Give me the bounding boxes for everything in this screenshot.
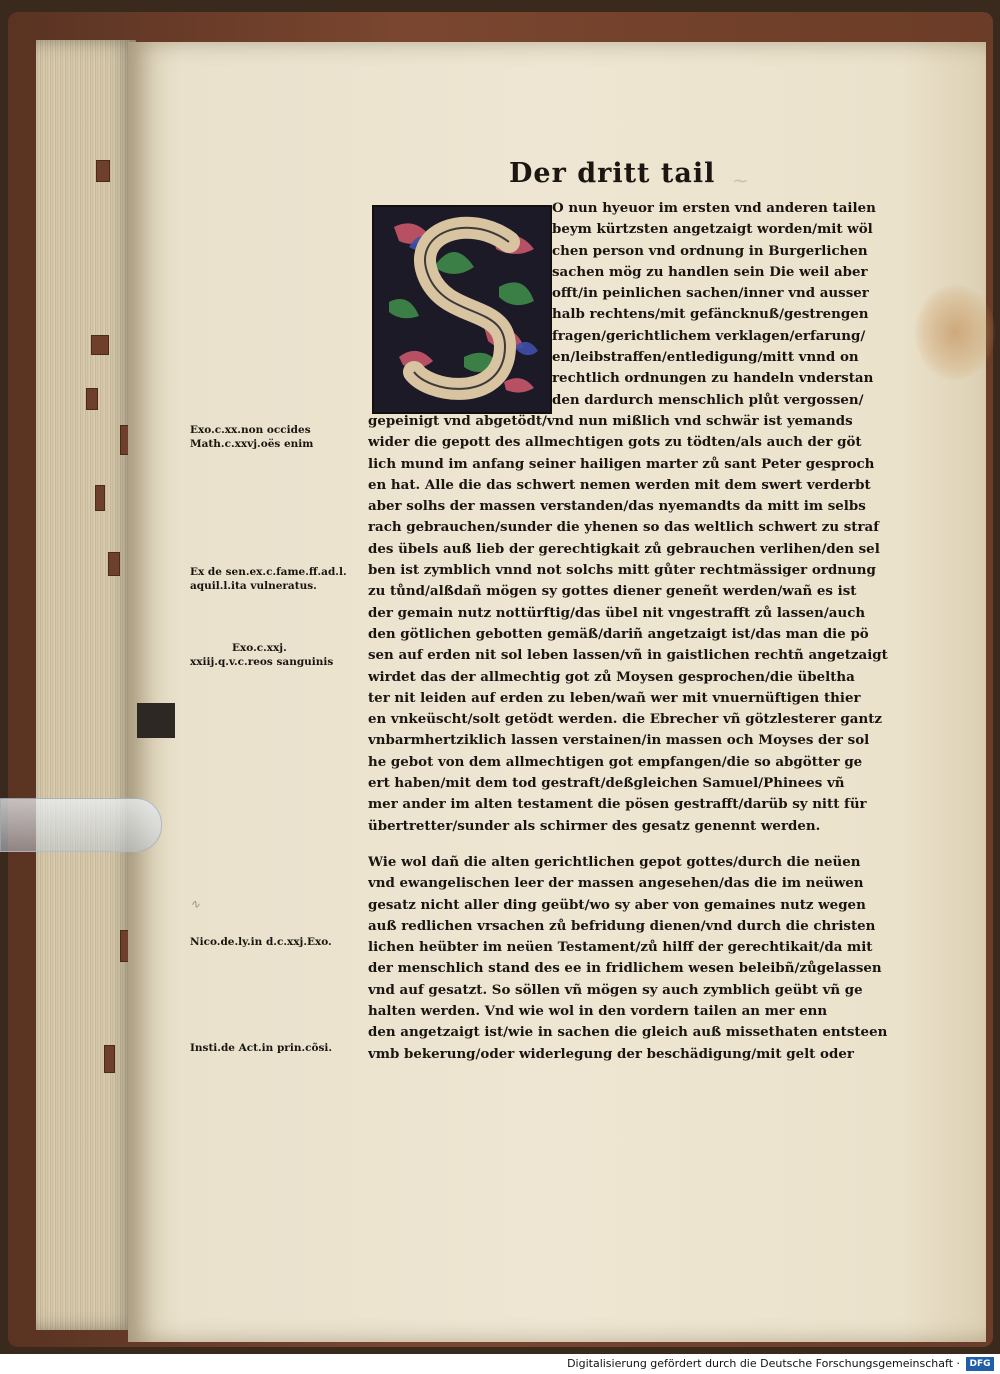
text-line: ben ist zymblich vnnd not solchs mitt gůter rechtmässiger ordnung: [368, 562, 876, 579]
text-line: Wie wol dañ die alten gerichtlichen gepot gottes/durch die neüen: [368, 853, 861, 870]
text-line: den dardurch menschlich plůt vergossen/: [552, 391, 864, 408]
text-line: wirdet das der allmechtig got zů Moysen gesprochen/die übeltha: [368, 668, 855, 685]
margin-note-line: xxiij.q.v.c.reos sanguinis: [190, 656, 334, 668]
text-line: mer ander im alten testament die pösen gestrafft/darüb sy nitt für: [368, 796, 867, 813]
text-line: sachen mög zu handlen sein Die weil aber: [552, 263, 868, 280]
text-line: wider die gepott des allmechtigen gots zu tödten/als auch der göt: [368, 434, 862, 451]
dfg-logo: DFG: [966, 1357, 994, 1371]
text-line: rechtlich ordnungen zu handeln vnderstan: [552, 370, 874, 387]
margin-note: [190, 565, 347, 593]
page-tab: [86, 388, 98, 410]
text-line: offt/in peinlichen sachen/inner vnd ausser: [552, 285, 869, 302]
text-line: den götlichen gebotten gemäß/dariñ angetzaigt ist/das man die pö: [368, 625, 869, 642]
page-tab: [91, 335, 109, 355]
text-line: lichen heübter im neüen Testament/zů hilff der gerechtikait/da mit: [368, 939, 873, 956]
text-line: chen person vnd ordnung in Burgerlichen: [552, 242, 868, 259]
text-line: vmb bekerung/oder widerlegung der beschädigung/mit gelt oder: [368, 1045, 854, 1062]
margin-note: [190, 935, 332, 949]
text-line: O nun hyeuor im ersten vnd anderen tailen: [552, 200, 876, 216]
text-line: auß redlichen vrsachen zů befridung dienen/vnd durch die christen: [368, 917, 876, 934]
text-line: des übels auß lieb der gerechtigkait zů gebrauchen verlihen/den sel: [368, 540, 880, 557]
main-text: [368, 198, 912, 1065]
text-line: vnd ewangelischen leer der massen angesehen/das die im neüwen: [368, 875, 864, 892]
text-line: lich mund im anfang seiner hailigen marter zů sant Peter gesproch: [368, 455, 875, 472]
text-line: sen auf erden nit sol leben lassen/vñ in gaistlichen rechtñ angetzaigt: [368, 647, 888, 664]
water-stain: [915, 285, 995, 380]
margin-note-line: Nico.de.ly.in d.c.xxj.Exo.: [190, 936, 332, 948]
paragraph-2: [368, 852, 912, 1065]
margin-note-line: Exo.c.xxj.: [232, 642, 287, 654]
text-line: zu tůnd/alßdañ mögen sy gottes diener geneñt werden/wañ es ist: [368, 583, 857, 600]
text-line: gesatz nicht aller ding geübt/wo sy aber von gemaines nutz wegen: [368, 896, 866, 913]
margin-note-line: Insti.de Act.in prin.cõsi.: [190, 1042, 333, 1054]
text-line: fragen/gerichtlichem verklagen/erfarung/: [552, 327, 866, 344]
text-line: den angetzaigt ist/wie in sachen die gleich auß missethaten entsteen: [368, 1024, 888, 1041]
text-line: ter nit leiden auf erden zu leben/wañ wer mit vnuernüftigen thier: [368, 689, 861, 706]
page-tab: [95, 485, 105, 511]
text-line: der menschlich stand des ee in fridlichem wesen beleibñ/zůgelassen: [368, 960, 882, 977]
text-line: en/leibstraffen/entledigung/mitt vnnd on: [552, 349, 859, 366]
text-line: gepeinigt vnd abgetödt/vnd nun mißlich vnd schwär ist yemands: [368, 412, 853, 429]
text-line: aber solhs der massen verstanden/das nyemandts da mitt im selbs: [368, 498, 866, 515]
text-line: halb rechtens/mit gefäncknuß/gestrengen: [552, 306, 869, 323]
text-line: übertretter/sunder als schirmer des gesatz genennt werden.: [368, 817, 821, 834]
text-line: vnd auf gesatzt. So söllen vñ mögen sy auch zymblich geübt vñ ge: [368, 981, 863, 998]
page-clip: [0, 798, 162, 852]
bleed-through-text: ~: [732, 168, 749, 192]
text-line: en hat. Alle die das schwert nemen werden mit dem swert verderbt: [368, 476, 871, 493]
digitization-credit: Digitalisierung gefördert durch die Deutsche Forschungsgemeinschaft ·: [567, 1357, 960, 1370]
pencil-mark: ∿: [190, 897, 201, 911]
page-tab: [104, 1045, 115, 1073]
page-tab: [96, 160, 110, 182]
black-tab-marker: [137, 703, 175, 738]
margin-note: [190, 1041, 332, 1055]
margin-note-line: Exo.c.xx.non occides: [190, 424, 311, 436]
margin-note-line: aquil.l.ita vulneratus.: [190, 580, 317, 592]
page-tab: [108, 552, 120, 576]
text-line: vnbarmhertziklich lassen verstainen/in massen och Moyses der sol: [368, 732, 870, 749]
paragraph-1: [368, 198, 912, 837]
text-line: rach gebrauchen/sunder die yhenen so das weltlich schwert zu straf: [368, 519, 879, 536]
margin-note: [190, 641, 333, 669]
margin-note: [190, 423, 313, 451]
running-head: Der dritt tail: [509, 158, 716, 189]
text-line: beym kürtzsten angetzaigt worden/mit wöl: [552, 221, 873, 238]
text-line: halten werden. Vnd wie wol in den vordern tailen an mer enn: [368, 1002, 828, 1019]
text-line: he gebot von dem allmechtigen got empfangen/die so abgötter ge: [368, 753, 863, 770]
page-edges: [36, 40, 136, 1330]
footer-bar: [0, 1354, 1000, 1374]
margin-note-line: Ex de sen.ex.c.fame.ff.ad.l.: [190, 566, 347, 578]
margin-note-line: Math.c.xxvj.oës enim: [190, 438, 314, 450]
text-line: ert haben/mit dem tod gestraft/deßgleichen Samuel/Phinees vñ: [368, 775, 845, 792]
text-line: der gemain nutz nottürftig/das übel nit vngestrafft zů lassen/auch: [368, 604, 866, 621]
text-line: en vnkeüscht/solt getödt werden. die Ebrecher vñ götzlesterer gantz: [368, 711, 882, 728]
